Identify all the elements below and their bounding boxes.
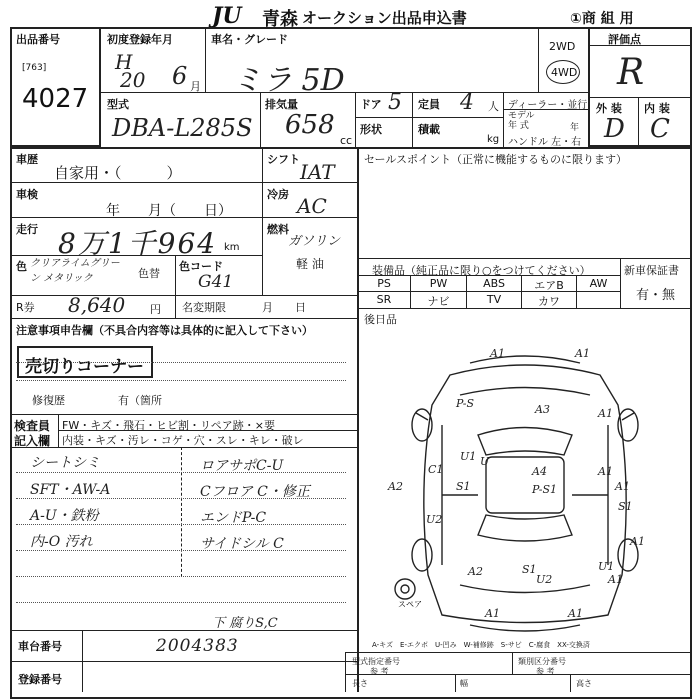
note-left-1: シートシミ	[30, 455, 100, 471]
note-left-3: A-U・鉄粉	[30, 508, 99, 524]
equip-airbag: エアB	[534, 279, 564, 292]
mark-16: S1	[522, 563, 537, 576]
shape-label: 形状	[360, 123, 382, 136]
warranty-value: 有・無	[636, 288, 676, 303]
mark-10: A1	[598, 465, 613, 478]
repair-label: 修復歴	[32, 394, 65, 407]
evaluation-int-label: 内 装	[644, 102, 670, 115]
fuel-options: 軽 油	[296, 257, 324, 271]
inspector-row-1: FW・キズ・飛石・ヒビ割・リペア跡・×要	[62, 419, 275, 432]
registration-month: 6	[172, 62, 188, 90]
name-change-value: 月 日	[262, 301, 306, 314]
sold-corner-stamp: 売切りコーナー	[17, 346, 153, 378]
height-label: 高さ	[576, 679, 592, 688]
doors-label: ドア	[360, 98, 382, 111]
fuel-value: ガソリン	[288, 234, 341, 249]
equip-pw: PW	[429, 277, 448, 290]
warranty-label: 新車保証書	[624, 264, 679, 277]
color-code-label: 色コード	[179, 260, 223, 273]
evaluation-value: R	[617, 52, 645, 93]
class-number-ref: 参 考	[536, 667, 555, 676]
evaluation-ext-value: D	[604, 114, 625, 144]
equip-abs: ABS	[483, 277, 505, 290]
equip-tv: TV	[486, 293, 502, 306]
mark-17: U2	[536, 573, 553, 586]
mark-1: A1	[490, 347, 505, 360]
inspection-label: 車検	[16, 188, 38, 201]
mark-21: A1	[568, 607, 583, 620]
mark-14: A2	[388, 480, 403, 493]
capacity-label: 定員	[418, 98, 440, 111]
reg-number-label: 登録番号	[18, 673, 62, 686]
recycle-unit: 円	[150, 303, 161, 316]
dealer-label: ディーラー・並行	[508, 100, 588, 111]
mark-8: A4	[532, 465, 547, 478]
mark-23: S1	[618, 500, 633, 513]
type-number-ref: 参 考	[370, 667, 389, 676]
note-right-1: ロアサポC-U	[200, 458, 284, 474]
dealer-model-year: モデル 年 式	[508, 111, 535, 131]
displacement-label: 排気量	[265, 98, 298, 111]
fuel-label: 燃料	[267, 223, 289, 236]
rear-date-label: 後日品	[364, 313, 397, 326]
form-title: オークション出品申込書	[302, 9, 467, 27]
equip-ps: PS	[377, 277, 391, 290]
mark-20: A1	[485, 607, 500, 620]
inspection-value: 年 月（ 日）	[106, 203, 232, 219]
mark-13: U2	[426, 513, 443, 526]
mileage-value: 8万1千964	[58, 227, 218, 260]
note-left-2: SFT・AW-A	[30, 482, 111, 498]
evaluation-ext-label: 外 装	[596, 102, 622, 115]
sales-point-label: セールスポイント（正常に機能するものに限ります）	[364, 153, 628, 166]
registration-label: 初度登録年月	[107, 33, 173, 46]
evaluation-label: 評価点	[608, 33, 641, 46]
displacement-value: 658	[285, 110, 335, 140]
registration-year: 20	[120, 68, 146, 92]
model-value: DBA-L285S	[112, 114, 253, 142]
model-label: 型式	[107, 98, 129, 111]
mark-2: A1	[575, 347, 590, 360]
mark-4: A3	[535, 403, 550, 416]
note-right-4: サイドシル C	[200, 536, 284, 552]
name-change-label: 名変期限	[182, 301, 226, 314]
payload-label: 積載	[418, 123, 440, 136]
chassis-label: 車台番号	[18, 640, 62, 653]
mark-3: P-S	[456, 397, 475, 410]
evaluation-int-value: C	[650, 114, 670, 144]
inspector-label-1: 検査員	[14, 419, 51, 433]
recycle-value: 8,640	[68, 293, 126, 317]
color-change-label: 色替	[138, 267, 160, 280]
mark-5: A1	[598, 407, 613, 420]
note-left-4: 内-O 汚れ	[30, 534, 93, 550]
length-label: 長さ	[352, 679, 368, 688]
recycle-label: R券	[16, 301, 35, 314]
class-number-label: 類別区分番号	[518, 657, 566, 666]
spare-label: スペア	[398, 600, 422, 609]
history-label: 車歴	[16, 153, 38, 166]
repair-value: 有（箇所	[118, 394, 162, 407]
equip-sr: SR	[376, 293, 392, 306]
mark-18: U1	[598, 560, 615, 573]
mileage-unit: km	[224, 242, 240, 253]
mark-9: P-S1	[532, 483, 558, 496]
mark-7: U1	[460, 450, 477, 463]
payload-unit: kg	[487, 134, 500, 145]
car-name-value: ミラ 5D	[232, 63, 345, 98]
chassis-value: 2004383	[156, 636, 239, 656]
note-bottom: 下 腐りS,C	[212, 616, 278, 631]
capacity-value: 4	[460, 90, 474, 115]
auction-logo: JU	[212, 3, 242, 29]
mark-12: C1	[428, 463, 444, 476]
mark-22: A1	[615, 480, 630, 493]
cooler-label: 冷房	[267, 188, 289, 201]
equip-navi: ナビ	[427, 295, 450, 308]
equip-aw: AW	[589, 277, 608, 290]
equipment-label: 装備品（純正品に限り○をつけてください）	[372, 264, 591, 277]
note-right-2: Cフロア C・修正	[200, 484, 310, 500]
auction-brand: 青森	[262, 9, 298, 30]
type-number-label: 型式指定番号	[352, 657, 400, 666]
mark-19: A1	[608, 573, 623, 586]
drive-2wd: 2WD	[549, 40, 576, 53]
history-value: 自家用・（ ）	[54, 164, 182, 182]
mark-11: S1	[456, 480, 471, 493]
damage-legend: A-キズ E-エクボ U-凹み W-補修跡 S-サビ C-腐食 XX-交換済	[372, 641, 590, 649]
color-value: クリアライムグリーン メタリック	[30, 258, 120, 284]
lot-label: 出品番号	[16, 33, 60, 46]
capacity-unit: 人	[488, 100, 499, 113]
drive-4wd: 4WD	[551, 66, 578, 79]
car-name-label: 車名・グレード	[211, 33, 288, 46]
mark-6: U	[480, 455, 490, 468]
color-code-value: G41	[198, 272, 234, 292]
note-right-3: エンドP-C	[200, 510, 267, 526]
equip-leather: カワ	[538, 295, 560, 308]
usage-label: ①商 組 用	[570, 11, 634, 27]
doors-value: 5	[388, 90, 402, 115]
notes-label: 注意事項申告欄（不具合内容等は具体的に記入して下さい）	[16, 324, 313, 337]
inspector-label-2: 記入欄	[14, 434, 51, 448]
displacement-unit: cc	[340, 134, 353, 147]
mileage-label: 走行	[16, 223, 38, 236]
mark-24: A1	[630, 535, 645, 548]
inspector-row-2: 内装・キズ・汚レ・コゲ・穴・スレ・キレ・破レ	[62, 434, 304, 447]
car-damage-diagram	[360, 325, 690, 645]
dealer-year-unit: 年	[570, 123, 580, 133]
color-label: 色	[16, 260, 27, 273]
width-label: 幅	[460, 679, 468, 688]
cooler-value: AC	[297, 194, 327, 218]
shift-label: シフト	[267, 153, 300, 166]
lot-small: [763]	[22, 63, 47, 73]
registration-month-unit: 月	[190, 80, 201, 93]
lot-number: 4027	[22, 84, 89, 114]
dealer-handle: ハンドル 左・右	[508, 137, 582, 148]
shift-value: IAT	[300, 160, 335, 184]
mark-15: A2	[468, 565, 483, 578]
registration-era: H	[115, 50, 133, 74]
